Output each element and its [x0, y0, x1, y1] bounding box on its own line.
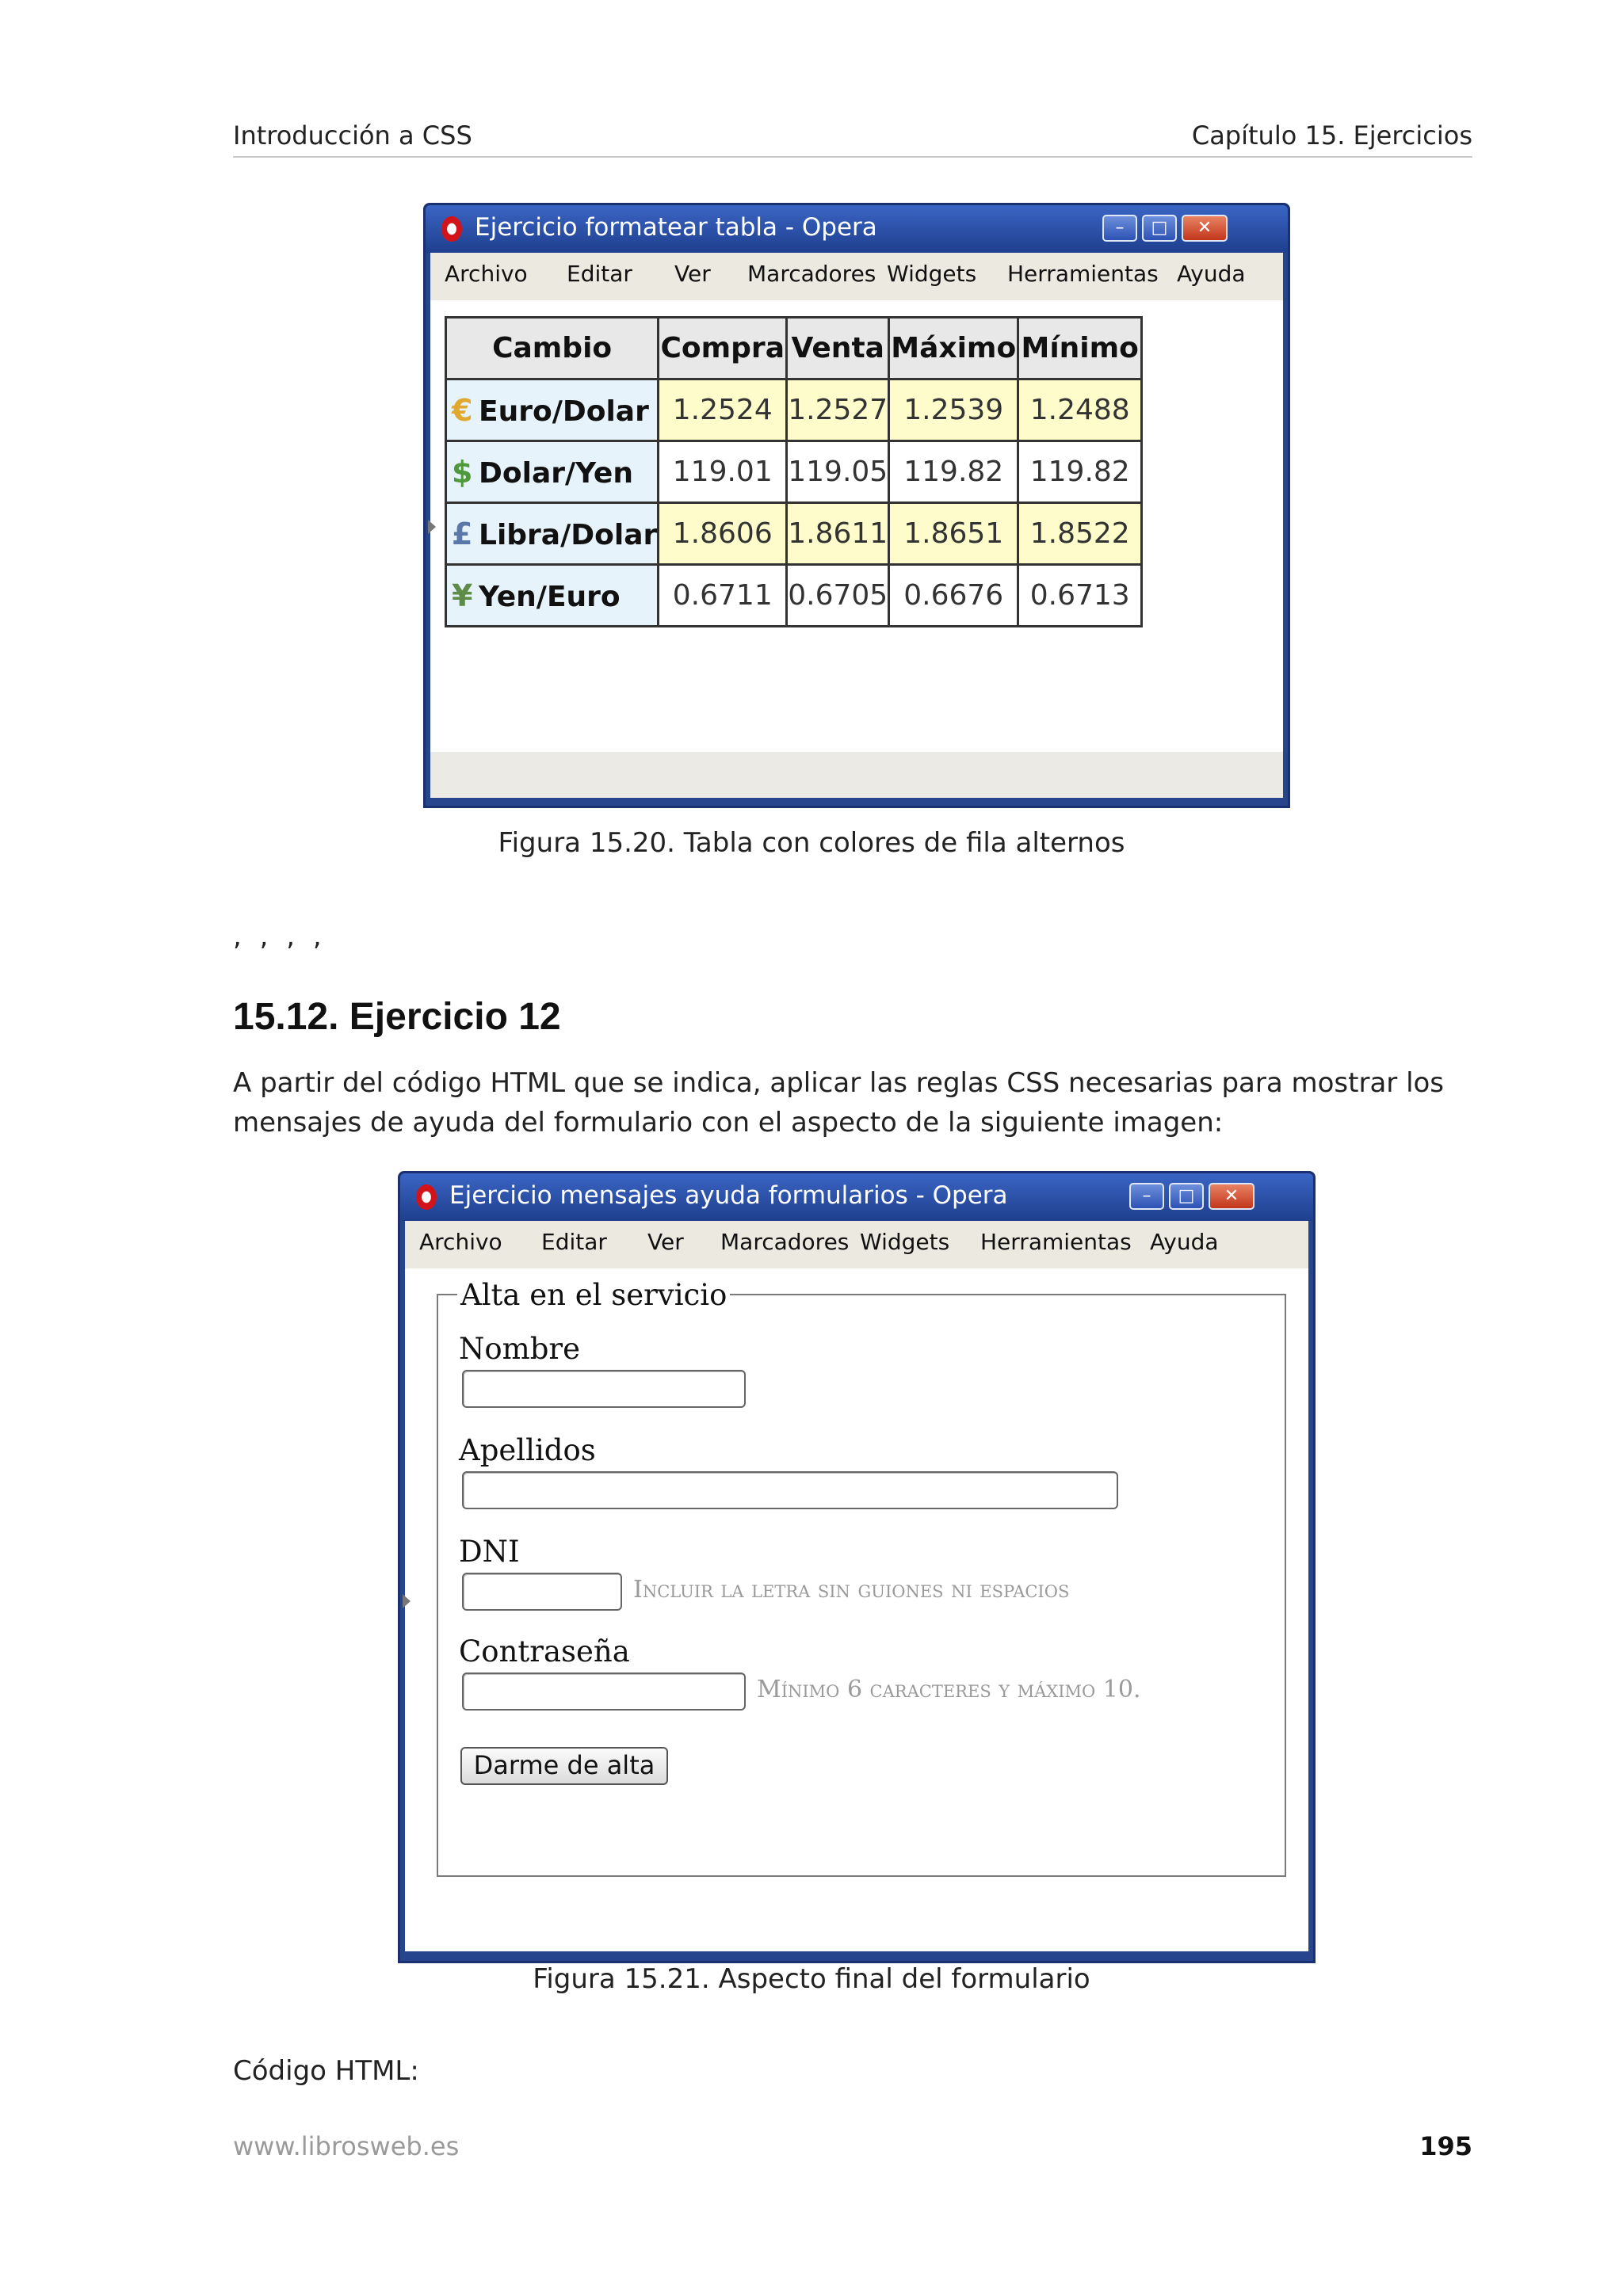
menu-ver[interactable]: Ver	[647, 1229, 684, 1255]
menu-archivo[interactable]: Archivo	[445, 261, 528, 287]
cell-maximo: 1.2539	[889, 379, 1018, 441]
maximize-icon: □	[1178, 1186, 1195, 1206]
row-label	[446, 379, 659, 441]
cell-compra: 1.8606	[659, 503, 787, 565]
figure2-menubar	[405, 1221, 1308, 1268]
maximize-icon: □	[1151, 218, 1168, 238]
cell-compra: 1.2524	[659, 379, 787, 441]
cell-venta: 119.05	[787, 441, 889, 503]
col-header-minimo: Mínimo	[1018, 318, 1142, 379]
dni-label: DNI	[459, 1535, 520, 1569]
minimize-button[interactable]	[1129, 1183, 1164, 1210]
header-divider	[233, 156, 1472, 158]
row-label	[446, 503, 659, 565]
nombre-input[interactable]	[462, 1370, 746, 1408]
nombre-label: Nombre	[459, 1332, 581, 1366]
menu-ver[interactable]: Ver	[674, 261, 711, 287]
stray-commas: , , , ,	[233, 921, 327, 952]
cell-minimo: 1.8522	[1018, 503, 1142, 565]
sidebar-handle-icon[interactable]	[428, 520, 436, 534]
cell-venta: 1.8611	[787, 503, 889, 565]
figure1-caption: Figura 15.20. Tabla con colores de fila alternos	[498, 827, 1125, 859]
dollar-icon: $	[452, 454, 473, 490]
pair-name: Dolar/Yen	[479, 456, 633, 490]
figure2-content	[405, 1268, 1308, 1951]
table-row	[446, 565, 1142, 627]
cell-minimo: 0.6713	[1018, 565, 1142, 627]
cell-minimo: 1.2488	[1018, 379, 1142, 441]
figure1-statusbar	[430, 752, 1283, 798]
pair-name: Yen/Euro	[479, 580, 621, 613]
col-header-maximo: Máximo	[889, 318, 1018, 379]
figure2-window-title: Ejercicio mensajes ayuda formularios - Opera	[449, 1181, 1008, 1210]
codigo-html-label: Código HTML:	[233, 2055, 419, 2087]
figure1-window-title: Ejercicio formatear tabla - Opera	[475, 213, 877, 242]
password-label: Contraseña	[459, 1634, 630, 1669]
figure2-caption: Figura 15.21. Aspecto final del formulario	[533, 1963, 1090, 1995]
cell-minimo: 119.82	[1018, 441, 1142, 503]
minimize-icon: –	[1115, 218, 1125, 238]
close-button[interactable]	[1182, 215, 1228, 242]
currency-table	[445, 316, 1143, 627]
figure2-window	[398, 1171, 1316, 1963]
menu-ayuda[interactable]: Ayuda	[1150, 1229, 1219, 1255]
table-row	[446, 379, 1142, 441]
apellidos-input[interactable]	[462, 1471, 1118, 1509]
running-header-chapter: Capítulo 15. Ejercicios	[1191, 120, 1472, 151]
row-label	[446, 441, 659, 503]
darme-de-alta-button[interactable]: Darme de alta	[460, 1747, 668, 1785]
pair-name: Euro/Dolar	[479, 395, 649, 428]
menu-widgets[interactable]: Widgets	[860, 1229, 950, 1255]
menu-editar[interactable]: Editar	[567, 261, 632, 287]
opera-logo-icon	[441, 216, 462, 242]
figure2-titlebar[interactable]	[400, 1173, 1313, 1221]
table-header-row	[446, 318, 1142, 379]
figure1-content	[430, 300, 1283, 752]
cell-compra: 0.6711	[659, 565, 787, 627]
close-icon: ✕	[1224, 1186, 1239, 1206]
cell-maximo: 0.6676	[889, 565, 1018, 627]
apellidos-label: Apellidos	[459, 1433, 596, 1467]
close-icon: ✕	[1197, 218, 1212, 238]
menu-widgets[interactable]: Widgets	[887, 261, 977, 287]
cell-venta: 1.2527	[787, 379, 889, 441]
dni-input[interactable]	[462, 1573, 622, 1611]
row-label	[446, 565, 659, 627]
menu-herramientas[interactable]: Herramientas	[980, 1229, 1132, 1255]
figure1-window	[423, 203, 1290, 808]
menu-archivo[interactable]: Archivo	[419, 1229, 502, 1255]
cell-compra: 119.01	[659, 441, 787, 503]
dni-help-text: Incluir la letra sin guiones ni espacios	[633, 1576, 1070, 1604]
opera-logo-icon	[416, 1184, 437, 1210]
menu-marcadores[interactable]: Marcadores	[720, 1229, 850, 1255]
page-number: 195	[1419, 2131, 1472, 2161]
euro-icon: €	[452, 392, 473, 428]
col-header-cambio: Cambio	[446, 318, 659, 379]
minimize-button[interactable]	[1102, 215, 1137, 242]
minimize-icon: –	[1142, 1186, 1151, 1206]
sidebar-handle-icon[interactable]	[403, 1594, 411, 1608]
section-paragraph: A partir del código HTML que se indica, aplicar las reglas CSS necesarias para mostrar los mensajes de ayuda del formulario con el aspecto de la siguiente imagen:	[233, 1067, 1445, 1138]
figure1-titlebar[interactable]	[426, 205, 1288, 253]
figure1-menubar	[430, 253, 1283, 300]
table-row	[446, 441, 1142, 503]
maximize-button[interactable]	[1169, 1183, 1204, 1210]
col-header-venta: Venta	[787, 318, 889, 379]
running-header-title: Introducción a CSS	[233, 120, 472, 151]
menu-ayuda[interactable]: Ayuda	[1177, 261, 1246, 287]
yen-icon: ¥	[452, 578, 473, 613]
section-title: 15.12. Ejercicio 12	[233, 996, 561, 1038]
cell-maximo: 1.8651	[889, 503, 1018, 565]
table-row	[446, 503, 1142, 565]
password-help-text: Mínimo 6 caracteres y máximo 10.	[757, 1676, 1141, 1703]
cell-maximo: 119.82	[889, 441, 1018, 503]
menu-editar[interactable]: Editar	[541, 1229, 607, 1255]
pound-icon: £	[452, 516, 473, 551]
footer-url[interactable]: www.librosweb.es	[233, 2131, 460, 2161]
cell-venta: 0.6705	[787, 565, 889, 627]
maximize-button[interactable]	[1142, 215, 1177, 242]
fieldset-legend: Alta en el servicio	[457, 1278, 730, 1312]
close-button[interactable]	[1209, 1183, 1254, 1210]
col-header-compra: Compra	[659, 318, 787, 379]
menu-marcadores[interactable]: Marcadores	[747, 261, 876, 287]
menu-herramientas[interactable]: Herramientas	[1007, 261, 1159, 287]
password-input[interactable]	[462, 1672, 746, 1711]
pair-name: Libra/Dolar	[479, 518, 658, 551]
